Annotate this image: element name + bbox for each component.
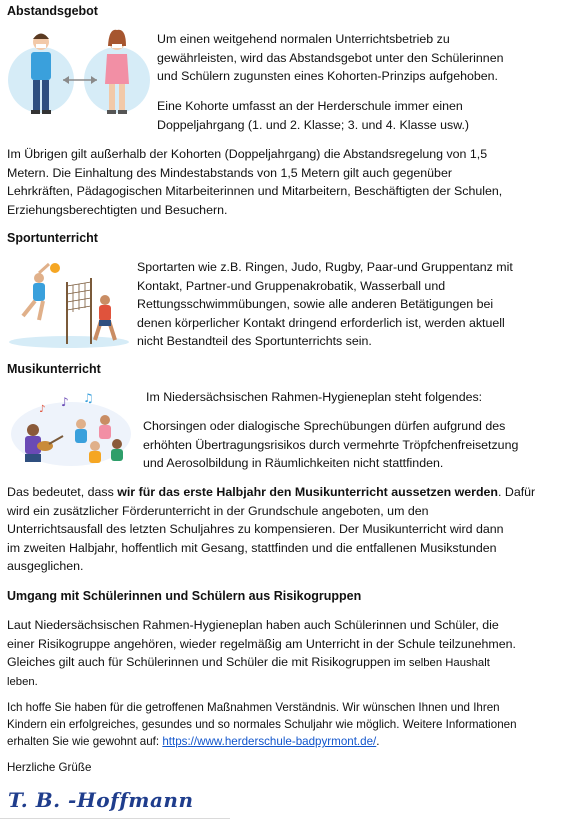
- heading-abstandsgebot: Abstandsgebot: [7, 4, 98, 18]
- volleyball-illustration: [5, 258, 133, 350]
- abstandsregel-paragraph: Im Übrigen gilt außerhalb der Kohorten (Doppeljahrgang) die Abstandsregelung von 1,5 Metern. Die Einhaltung des Mindestabstands von 1,5 Metern gilt auch gegenüber Lehrkräften, Pädagogischen Mitarbeiterinnen und Mitarbeitern, Beschäftigten der Schulen, Erziehungsberechtigten und Besuchern.: [7, 147, 503, 217]
- sport-paragraph: Sportarten wie z.B. Ringen, Judo, Rugby, Paar-und Gruppentanz mit Kontakt, Partner-und Gruppenakrobatik, Wasserball und Rettungsschwimmübungen, sowie alle anderen Betätigungen bei denen körperlicher Kontakt dringend erforderlich ist, werden aktuell nicht Bestandteil des Sportunterrichts sein.: [137, 260, 513, 349]
- distance-illustration: [5, 24, 150, 132]
- hygieneplan-intro: Im Niedersächsischen Rahmen-Hygieneplan steht folgendes:: [146, 390, 483, 404]
- svg-text:♪: ♪: [61, 395, 69, 409]
- hygieneplan-quote: Chorsingen oder dialogische Sprechübungen dürfen aufgrund des erhöhten Übertragungsrisikos durch vermehrte Tröpfchenfreisetzung und Aerosolbildung in Räumlichkeiten nicht stattfinden.: [143, 419, 519, 471]
- musik-paragraph: Das bedeutet, dass wir für das erste Halbjahr den Musikunterricht aussetzen werden. Dafür wird ein zusätzlicher Förderunterricht in der Grundschule angeboten, um den Unterrichtsausfall des letzten Schuljahres zu kompensieren. Der Musikunterricht wird dann im zweiten Halbjahr, hoffentlich mit Gesang, stattfinden und die entfallenen Musikstunden ausgeglichen.: [7, 485, 536, 574]
- signature: T. B. -Hoffmann: [8, 788, 194, 812]
- heading-sportunterricht: Sportunterricht: [7, 231, 98, 245]
- musik-bold-statement: wir für das erste Halbjahr den Musikunterricht aussetzen werden: [117, 485, 498, 499]
- risikogruppen-paragraph: Laut Niedersächsischen Rahmen-Hygieneplan haben auch Schülerinnen und Schüler, die einer Risikogruppe angehören, wieder regelmäßig am Unterricht in der Schule teilzunehmen. Gleiches gilt auch für Schülerinnen und Schüler die mit Risikogruppen im selben Haushalt leben.: [7, 618, 516, 688]
- heading-risikogruppen: Umgang mit Schülerinnen und Schülern aus Risikogruppen: [7, 589, 362, 603]
- closing-paragraph: Ich hoffe Sie haben für die getroffenen Maßnahmen Verständnis. Wir wünschen Ihnen und Ihren Kindern ein erfolgreiches, gesundes und so normales Schuljahr wie möglich. Weitere Informationen erhalten Sie wie gewohnt auf: https://www.herderschule-badpyrmont.de/.: [7, 701, 517, 749]
- svg-text:♫: ♫: [83, 391, 94, 405]
- abstandsgebot-paragraph: Um einen weitgehend normalen Unterrichtsbetrieb zu gewährleisten, wird das Abstandsgebot unter den Schülerinnen und Schülern zugunsten eines Kohorten-Prinzips aufgehoben.: [157, 32, 504, 84]
- greeting: Herzliche Grüße: [7, 761, 92, 774]
- heading-musikunterricht: Musikunterricht: [7, 362, 101, 376]
- school-website-link[interactable]: https://www.herderschule-badpyrmont.de/: [162, 735, 377, 749]
- svg-text:♪: ♪: [39, 404, 46, 415]
- music-illustration: [5, 390, 135, 470]
- kohorte-paragraph: Eine Kohorte umfasst an der Herderschule immer einen Doppeljahrgang (1. und 2. Klasse; 3. und 4. Klasse usw.): [157, 99, 470, 132]
- signature-divider: [0, 818, 230, 819]
